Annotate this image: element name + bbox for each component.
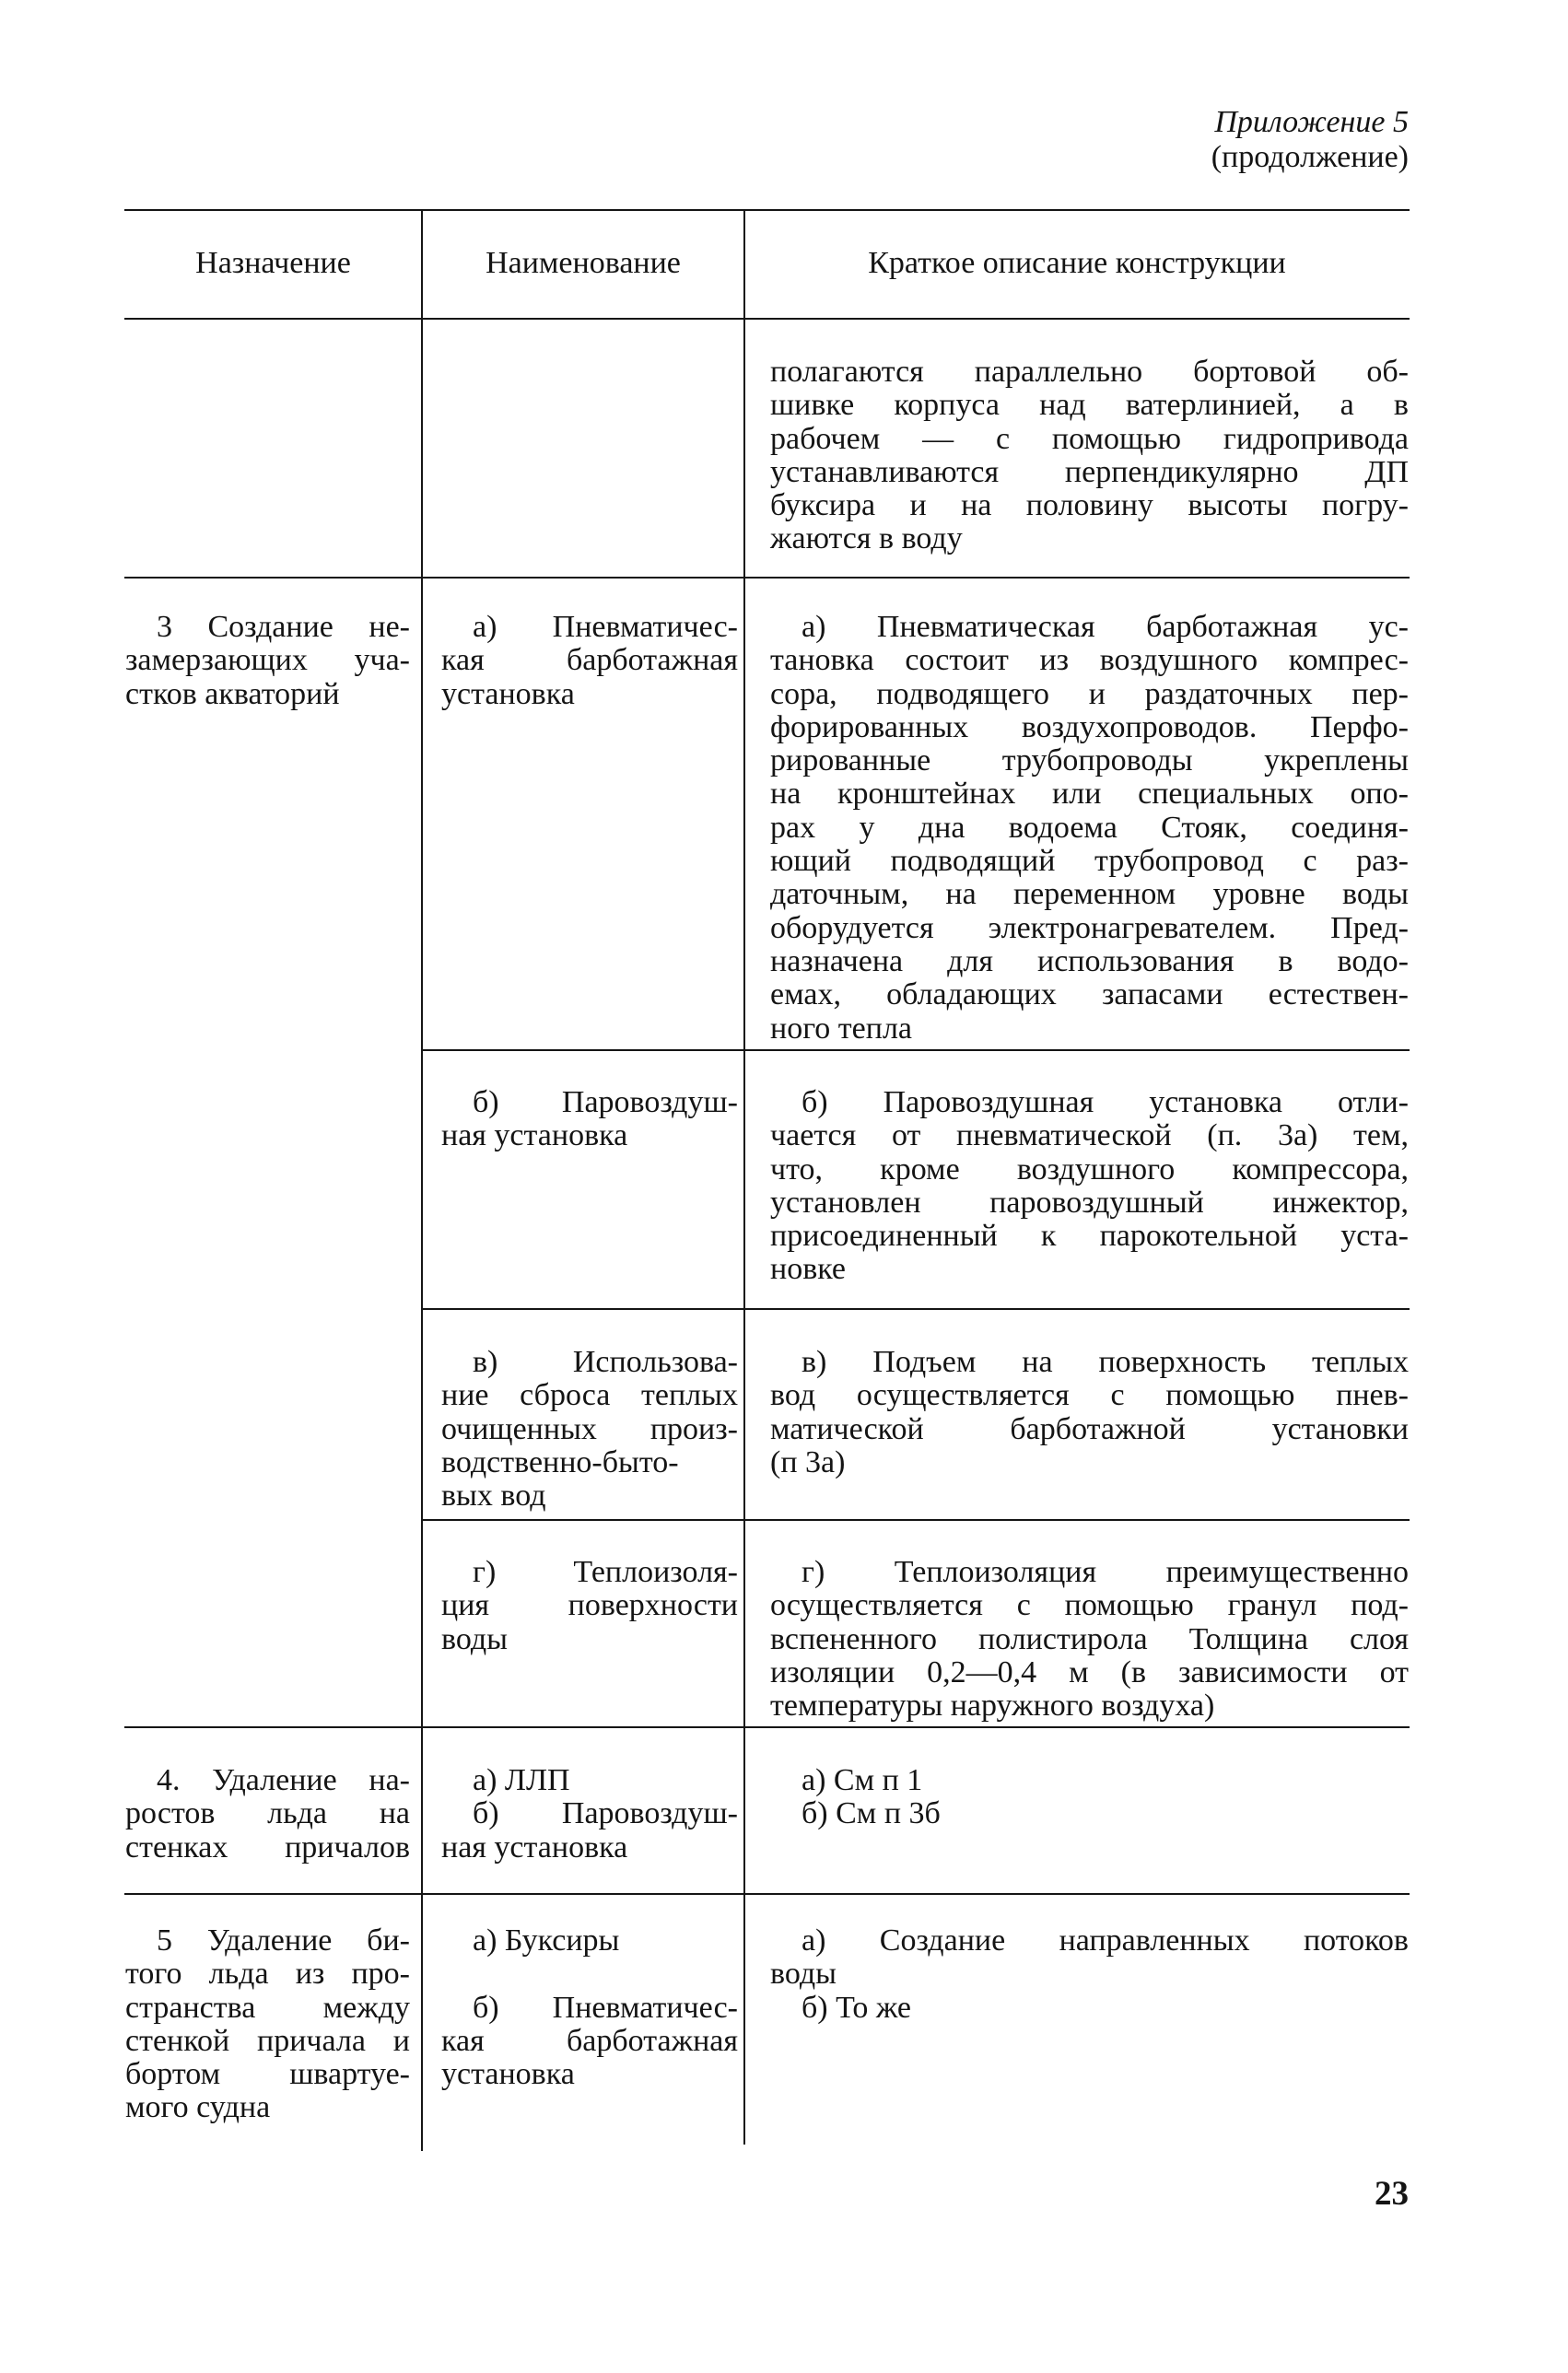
appendix-continuation: (продолжение) <box>1211 140 1409 174</box>
description-line: тановка состоит из воздушного компрес- <box>770 643 1409 678</box>
description-line: ного тепла <box>770 1011 912 1046</box>
name-line: кая барботажная <box>441 2023 738 2058</box>
description-line: б) То же <box>802 1990 911 2025</box>
description-line: буксира и на половину высоты погру- <box>770 488 1409 523</box>
description-line: осуществляется с помощью гранул под- <box>770 1588 1409 1623</box>
purpose-line: стков акваторий <box>125 676 340 711</box>
name-line: б) Паровоздуш- <box>473 1796 738 1831</box>
name-line: в) Использова- <box>473 1345 738 1379</box>
description-line: изоляции 0,2—0,4 м (в зависимости от <box>770 1654 1409 1689</box>
description-line: жаются в воду <box>770 521 963 556</box>
row-3a-name-cell <box>441 611 738 711</box>
name-line: очищенных произ- <box>441 1411 738 1446</box>
description-line: б) См п 3б <box>802 1796 941 1831</box>
row-5-purpose-cell <box>125 1924 410 2125</box>
description-line: г) Теплоизоляция преимущественно <box>802 1555 1409 1589</box>
description-line: вод осуществляется с помощью пнев- <box>770 1378 1409 1413</box>
description-line: присоединенный к парокотельной уста- <box>770 1219 1409 1254</box>
name-line: водственно-быто- <box>441 1444 679 1479</box>
subrow-rule <box>422 1519 1410 1521</box>
description-line: что, кроме воздушного компрессора, <box>770 1151 1409 1186</box>
column-header-description: Краткое описание конструкции <box>868 246 1286 280</box>
row-3b-description-cell <box>770 1086 1409 1287</box>
row-continuation-description-cell <box>770 356 1409 556</box>
purpose-line: стенках причалов <box>125 1829 410 1864</box>
description-line: шивке корпуса над ватерлинией, а в <box>770 388 1409 423</box>
name-line: а) ЛЛП <box>473 1763 570 1797</box>
purpose-line: бортом швартуе- <box>125 2057 410 2092</box>
description-line: воды <box>770 1957 837 1992</box>
row-rule <box>124 1893 1410 1895</box>
name-line: ная установка <box>441 1829 628 1864</box>
row-5-description-cell <box>770 1924 1409 2025</box>
row-rule <box>124 1726 1410 1728</box>
purpose-line: замерзающих уча- <box>125 643 410 678</box>
purpose-line: стенкой причала и <box>125 2023 410 2058</box>
purpose-line: ростов льда на <box>125 1796 410 1831</box>
name-line: установка <box>441 2057 575 2092</box>
row-3d-description-cell <box>770 1556 1409 1723</box>
purpose-line: мого судна <box>125 2090 271 2125</box>
row-3b-name-cell <box>441 1086 738 1153</box>
description-line: рах у дна водоема Стояк, соединя- <box>770 810 1409 845</box>
description-line: а) См п 1 <box>802 1763 923 1797</box>
description-line: новке <box>770 1252 847 1287</box>
row-3d-name-cell <box>441 1556 738 1656</box>
purpose-line: того льда из про- <box>125 1957 410 1992</box>
table-header-rule <box>124 318 1410 320</box>
description-line: сора, подводящего и раздаточных пер- <box>770 676 1409 711</box>
row-4-purpose-cell <box>125 1764 410 1864</box>
column-divider-2 <box>743 210 745 2145</box>
column-header-name: Наименование <box>486 246 681 280</box>
name-line: воды <box>441 1621 508 1656</box>
subrow-rule <box>422 1308 1410 1310</box>
description-line: матической барботажной установки <box>770 1411 1409 1446</box>
name-line: установка <box>441 676 575 711</box>
row-3c-name-cell <box>441 1346 738 1513</box>
name-line: вых вод <box>441 1479 546 1514</box>
name-line: ция поверхности <box>441 1588 738 1623</box>
description-line: а) Пневматическая барботажная ус- <box>802 610 1409 644</box>
row-3-purpose-cell <box>125 611 410 711</box>
row-3c-description-cell <box>770 1346 1409 1479</box>
name-line: б) Пневматичес- <box>473 1990 738 2025</box>
name-line: б) Паровоздуш- <box>473 1085 738 1119</box>
description-line: емах, обладающих запасами естествен- <box>770 977 1409 1012</box>
purpose-line: странства между <box>125 1990 410 2025</box>
description-line: форированных воздухопроводов. Перфо- <box>770 709 1409 744</box>
description-line: (п 3а) <box>770 1444 846 1479</box>
column-divider-1 <box>421 210 423 2151</box>
name-line: г) Теплоизоля- <box>473 1555 738 1589</box>
description-line: даточным, на переменном уровне воды <box>770 877 1409 912</box>
row-4-description-cell <box>770 1764 1409 1831</box>
name-line: ние сброса теплых <box>441 1378 738 1413</box>
description-line: в) Подъем на поверхность теплых <box>802 1345 1409 1379</box>
description-line: установлен паровоздушный инжектор, <box>770 1185 1409 1220</box>
description-line: вспененного полистирола Толщина слоя <box>770 1621 1409 1656</box>
description-line: назначена для использования в водо- <box>770 943 1409 978</box>
description-line: чается от пневматической (п. 3а) тем, <box>770 1118 1409 1153</box>
description-line: рабочем — с помощью гидропривода <box>770 421 1409 456</box>
description-line: температуры наружного воздуха) <box>770 1689 1215 1724</box>
name-line: ная установка <box>441 1118 628 1153</box>
name-line: кая барботажная <box>441 643 738 678</box>
description-line: полагаются параллельно бортовой об- <box>770 355 1409 389</box>
column-header-purpose: Назначение <box>195 246 351 280</box>
purpose-line: 3 Создание не- <box>157 610 410 644</box>
purpose-line: 4. Удаление на- <box>157 1763 410 1797</box>
description-line: устанавливаются перпендикулярно ДП <box>770 454 1409 489</box>
name-line: а) Буксиры <box>473 1923 620 1958</box>
description-line: оборудуется электронагревателем. Пред- <box>770 910 1409 945</box>
row-rule <box>124 577 1410 579</box>
row-5-name-cell <box>441 1924 738 2091</box>
row-3a-description-cell <box>770 611 1409 1046</box>
purpose-line: 5 Удаление би- <box>157 1923 410 1958</box>
subrow-rule <box>422 1049 1410 1051</box>
page-number: 23 <box>1375 2175 1409 2213</box>
row-4-name-cell <box>441 1764 738 1864</box>
description-line: б) Паровоздушная установка отли- <box>802 1085 1409 1119</box>
description-line: рированные трубопроводы укреплены <box>770 743 1409 778</box>
description-line: ющий подводящий трубопровод с раз- <box>770 844 1409 879</box>
description-line: а) Создание направленных потоков <box>802 1923 1409 1958</box>
description-line: на кронштейнах или специальных опо- <box>770 777 1409 812</box>
appendix-title: Приложение 5 <box>1214 105 1409 139</box>
name-line: а) Пневматичес- <box>473 610 738 644</box>
table-top-rule <box>124 209 1410 211</box>
